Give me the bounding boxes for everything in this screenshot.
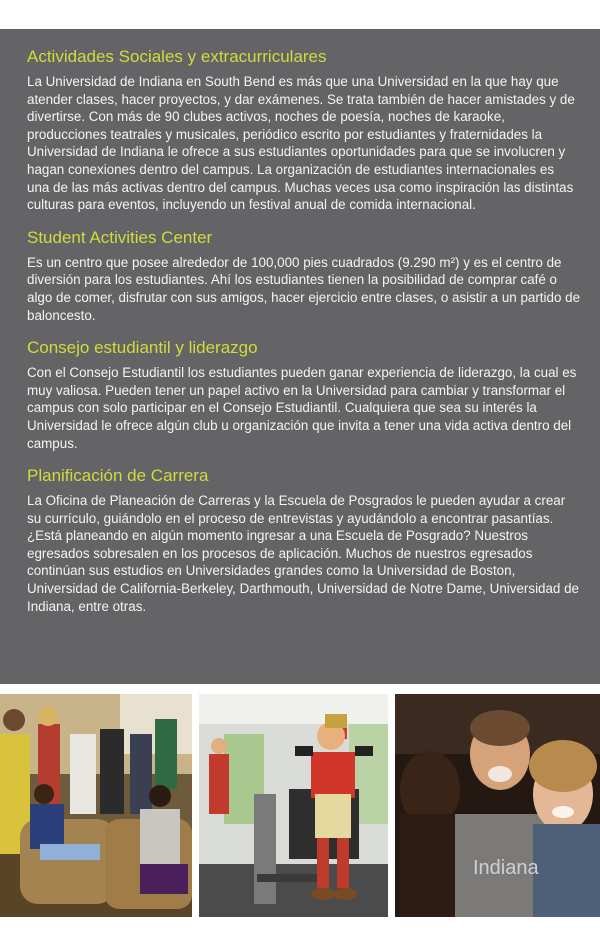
text-panel [0, 29, 600, 684]
section-heading: Planificación de Carrera [27, 466, 209, 486]
section-career-planning [27, 466, 580, 615]
section-body: La Universidad de Indiana en South Bend es más que una Universidad en la que hay que atender clases, hacer proyectos, y dar exámenes. Se trata también de hacer amistades y de divertirse. Con más de 90 clubes activos, noches de poesía, noches de karaoke, producciones teatrales y musicales, periódico escrito por estudiantes y fraternidades la Universidad de Indiana le ofrece a sus estudiantes oportunidades para que se involucren y hagan conexiones dentro del campus. La organización de estudiantes internacionales es una de las más activas dentro del campus. Muchas veces usa como inspiración las distintas culturas para eventos, incluyendo un festival anual de comida internacional. [27, 74, 575, 213]
section-student-council [27, 338, 580, 452]
section-student-activities-center [27, 228, 580, 324]
section-heading: Consejo estudiantil y liderazgo [27, 338, 258, 358]
section-body: Es un centro que posee alrededor de 100,000 pies cuadrados (9.290 m²) y es el centro de diversión para los estudiantes. Ahí los estudiantes tienen la posibilidad de comprar café o algo de comer, disfrutar con sus amigos, hacer ejercicio entre clases, o asistir a un partido de baloncesto. [27, 254, 581, 323]
photo-three-students [395, 694, 600, 917]
photo-strip [0, 694, 600, 917]
photo-mascot-gym [199, 694, 388, 917]
photo-students-lounge [0, 694, 192, 917]
shirt-text: Indiana [473, 857, 539, 879]
section-body: La Oficina de Planeación de Carreras y la Escuela de Posgrados le pueden ayudar a crear su currículo, guiándolo en el proceso de entrevistas y ayudándolo a encontrar pasantías. ¿Está planeando en algún momento ingresar a una Escuela de Posgrado? Nuestros egresados sobresalen en los procesos de aplicación. Muchos de nuestros egresados continúan sus estudios en Universidades grandes como la Universidad de Boston, Universidad de California-Berkeley, Darthmouth, Universidad de Notre Dame, Universidad de Indiana, entre otras. [27, 493, 579, 614]
section-heading: Student Activities Center [27, 227, 213, 247]
section-heading: Actividades Sociales y extracurriculares [27, 47, 327, 66]
section-body: Con el Consejo Estudiantil los estudiantes pueden ganar experiencia de liderazgo, la cual es muy valiosa. Pueden tener un papel activo en la Universidad para cambiar y transformar el campus con solo participar en el Consejo Estudiantil. Cualquiera que sea su interés la Universidad le ofrece algún club u organización que invita a tener una vida activa dentro del campus. [27, 365, 577, 451]
section-social-activities [27, 47, 580, 214]
